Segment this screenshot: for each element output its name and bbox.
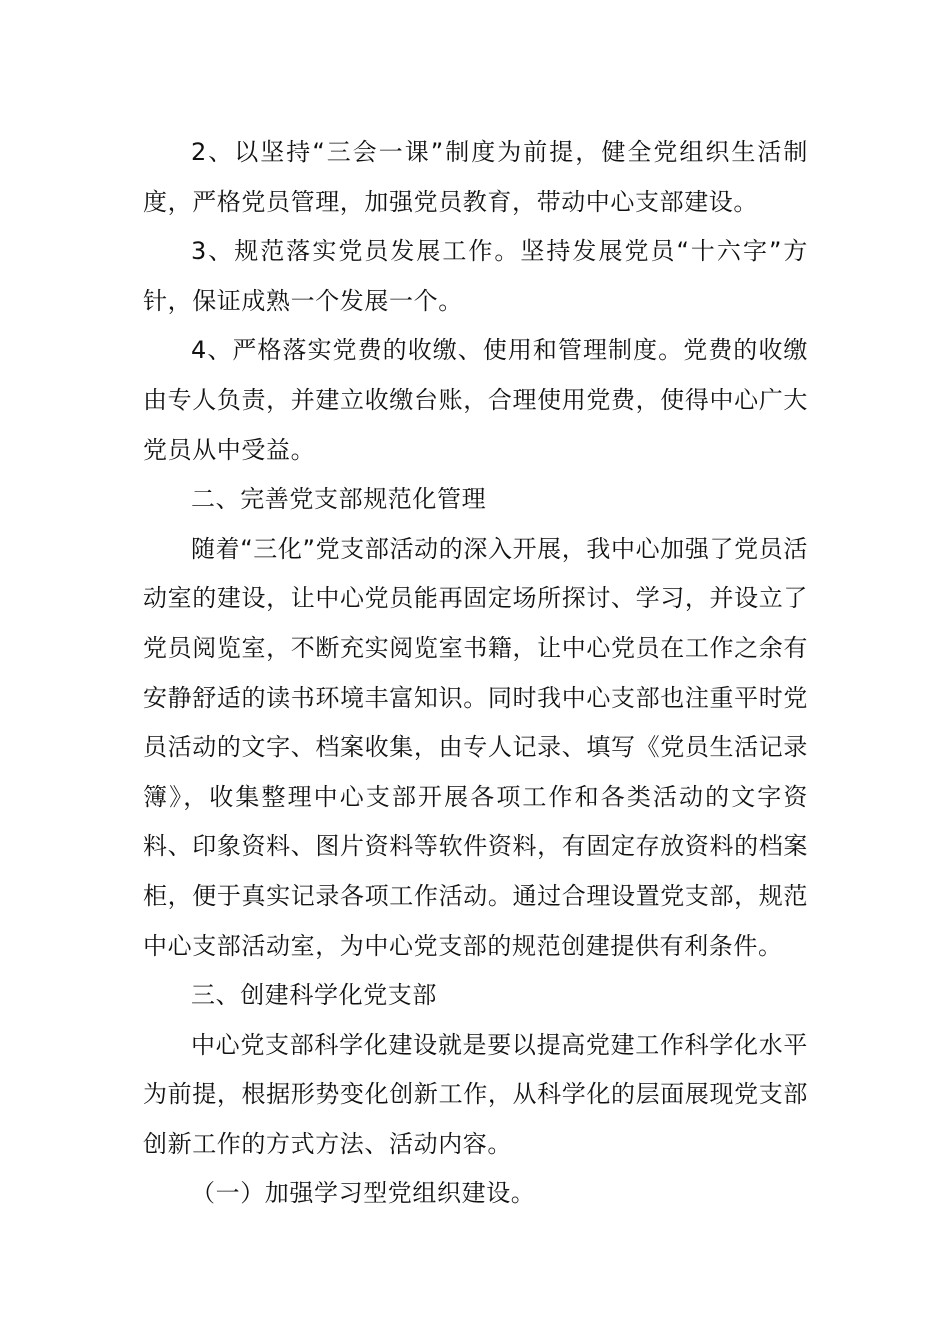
subsection-heading-1: （一）加强学习型党组织建设。 bbox=[191, 1179, 536, 1208]
paragraph-management: 随着“三化”党支部活动的深入开展，我中心加强了党员活动室的建设，让中心党员能再固定场所探讨、学习，并设立了党员阅览室，不断充实阅览室书籍，让中心党员在工作之余有安静舒适的读书环境丰富知识。同时我中心支部也注重平时党员活动的文字、档案收集，由专人记录、填写《党员生活记录簿》，收集整理中心支部开展各项工作和各类活动的文字资料、印象资料、图片资料等软件资料，有固定存放资料的档案柜，便于真实记录各项工作活动。通过合理设置党支部，规范中心支部活动室，为中心党支部的规范创建提供有利条件。 bbox=[143, 534, 808, 960]
document-body bbox=[143, 128, 808, 1219]
section-heading-2: 二、完善党支部规范化管理 bbox=[191, 485, 487, 514]
paragraph-item-3: 3、规范落实党员发展工作。坚持发展党员“十六字”方针，保证成熟一个发展一个。 bbox=[143, 237, 808, 315]
paragraph-item-4: 4、严格落实党费的收缴、使用和管理制度。党费的收缴由专人负责，并建立收缴台账，合理使用党费，使得中心广大党员从中受益。 bbox=[143, 336, 808, 464]
paragraph-scientific: 中心党支部科学化建设就是要以提高党建工作科学化水平为前提，根据形势变化创新工作，从科学化的层面展现党支部创新工作的方式方法、活动内容。 bbox=[143, 1030, 808, 1158]
paragraph-item-2: 2、以坚持“三会一课”制度为前提，健全党组织生活制度，严格党员管理，加强党员教育，带动中心支部建设。 bbox=[143, 138, 808, 216]
section-heading-3: 三、创建科学化党支部 bbox=[191, 981, 437, 1010]
